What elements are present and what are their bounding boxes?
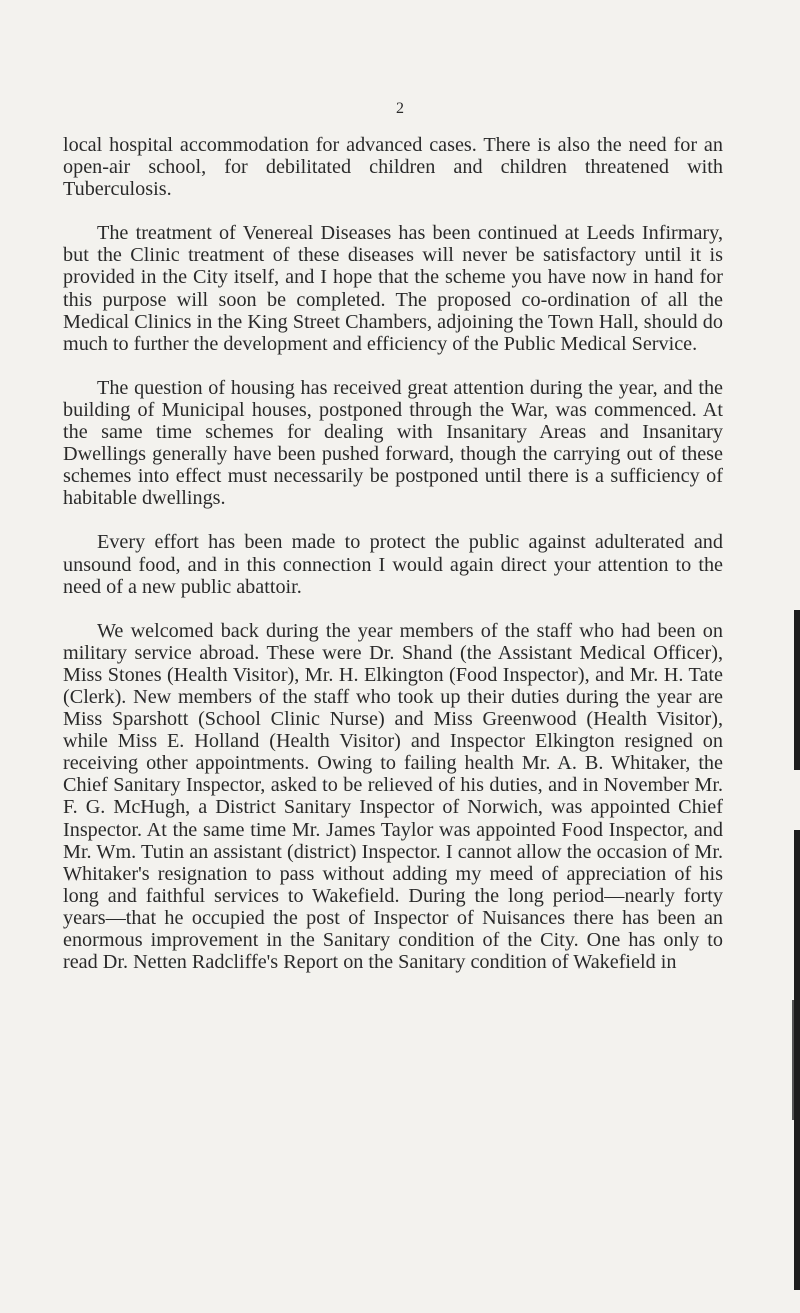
scan-edge-shadow <box>794 830 800 1290</box>
paragraph-housing: The question of housing has received great attention during the year, and the building of Municipal houses, postponed through the War, was commenced. At the same time schemes for dealing with Insanitary Areas and Insanitary Dwellings generally have been pushed forward, though the carrying out of these schemes into effect must necessarily be postponed until there is a sufficiency of habitable dwellings. <box>63 376 723 510</box>
scan-edge-shadow <box>794 610 800 770</box>
document-body <box>63 134 723 995</box>
paragraph-venereal-diseases: The treatment of Venereal Diseases has been continued at Leeds Infirmary, but the Clinic treatment of these diseases will never be satisfactory until it is provided in the City itself, and I hope that the scheme you have now in hand for this purpose will soon be completed. The proposed co-ordination of all the Medical Clinics in the King Street Chambers, adjoining the Town Hall, should do much to further the development and efficiency of the Public Medical Service. <box>63 222 723 355</box>
paragraph-hospital-accommodation: local hospital accommodation for advanced cases. There is also the need for an open-air school, for debilitated children and children threatened with Tuberculosis. <box>63 134 723 201</box>
paragraph-food-protection: Every effort has been made to protect the public against adulterated and unsound food, and in this connection I would again direct your attention to the need of a new public abattoir. <box>63 531 723 598</box>
scan-edge-line <box>792 1000 794 1120</box>
page-number: 2 <box>396 100 404 117</box>
paragraph-staff-changes: We welcomed back during the year members of the staff who had been on military service abroad. These were Dr. Shand (the Assistant Medical Officer), Miss Stones (Health Visitor), Mr. H. Elkington (Food Inspector), and Mr. H. Tate (Clerk). New members of the staff who took up their duties during the year are Miss Sparshott (School Clinic Nurse) and Miss Greenwood (Health Visitor), while Miss E. Holland (Health Visitor) and Inspector Elkington resigned on receiving other appointments. Owing to failing health Mr. A. B. Whitaker, the Chief Sanitary Inspector, asked to be relieved of his duties, and in November Mr. F. G. McHugh, a District Sanitary Inspector of Norwich, was appointed Chief Inspector. At the same time Mr. James Taylor was appointed Food Inspector, and Mr. Wm. Tutin an assistant (district) Inspector. I cannot allow the occasion of Mr. Whitaker's resignation to pass without adding my meed of appreciation of his long and faithful services to Wakefield. During the long period—nearly forty years—that he occupied the post of Inspector of Nuisances there has been an enormous improvement in the Sanitary condition of the City. One has only to read Dr. Netten Radcliffe's Report on the Sanitary condition of Wakefield in <box>63 619 723 974</box>
